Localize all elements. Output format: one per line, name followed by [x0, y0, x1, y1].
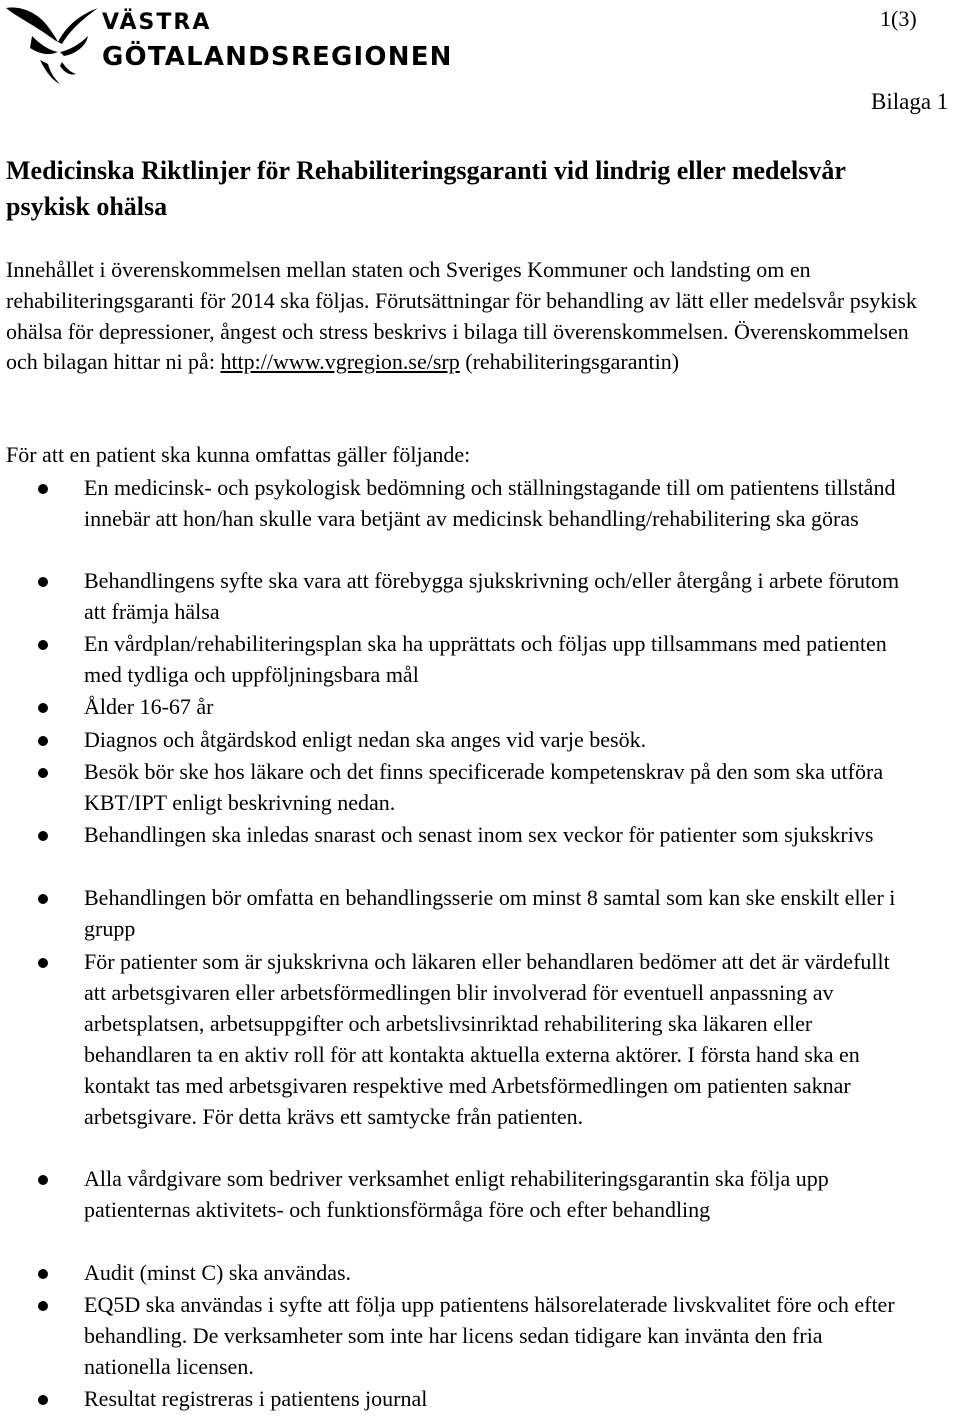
criterion-text: EQ5D ska användas i syfte att följa upp patientens hälsorelaterade livskvalitet före och efter behandling. De verksamheter som inte har licens sedan tidigare kan invänta den fria nationella licensen.: [84, 1292, 895, 1379]
srp-link[interactable]: http://www.vgregion.se/srp: [220, 349, 460, 375]
logo-wordmark-line2: GÖTALANDSREGIONEN: [102, 42, 453, 72]
criterion-text: Behandlingen ska inledas snarast och senast inom sex veckor för patienter som sjukskrivs: [84, 822, 874, 847]
document-title: Medicinska Riktlinjer för Rehabiliteringsgaranti vid lindrig eller medelsvår psykisk ohälsa: [6, 156, 846, 221]
appendix-label: Bilaga 1: [871, 89, 949, 114]
bullet-icon: [38, 1395, 48, 1405]
intro-text: Innehållet i överenskommelsen mellan staten och Sveriges Kommuner och landsting om en rehabiliteringsgaranti för 2014 ska följas. Förutsättningar för behandling av lätt eller medelsvår psykisk ohälsa för depressioner, ångest och stress beskrivs i bilaga till överenskommelsen. Överenskommelsen och bilagan hittar ni på:: [6, 257, 917, 375]
bullet-icon: [38, 894, 48, 904]
intro-suffix: (rehabiliteringsgarantin): [459, 349, 680, 375]
bullet-icon: [38, 768, 48, 778]
bullet-icon: [38, 703, 48, 713]
region-emblem-icon: [4, 2, 100, 86]
criterion-text: Audit (minst C) ska användas.: [84, 1260, 352, 1285]
intro-paragraph: [6, 255, 936, 378]
bullet-icon: [38, 640, 48, 650]
criterion-text: Resultat registreras i patientens journal: [84, 1386, 428, 1411]
logo-wordmark-line1: VÄSTRA: [102, 10, 212, 35]
region-logo: [4, 2, 453, 86]
bullet-icon: [38, 1175, 48, 1185]
criterion-text: Alla vårdgivare som bedriver verksamhet enligt rehabiliteringsgarantin ska följa upp patienternas aktivitets- och funktionsförmåga före och efter behandling: [84, 1166, 829, 1222]
criteria-lead: För att en patient ska kunna omfattas gäller följande:: [6, 442, 471, 467]
criterion-text: En vårdplan/rehabiliteringsplan ska ha upprättats och följas upp tillsammans med patienten med tydliga och uppföljningsbara mål: [84, 631, 887, 687]
criterion-text: Ålder 16-67 år: [84, 694, 214, 719]
bullet-icon: [38, 1269, 48, 1279]
bullet-icon: [38, 484, 48, 494]
criterion-text: Behandlingen bör omfatta en behandlingsserie om minst 8 samtal som kan ske enskilt eller i grupp: [84, 885, 896, 941]
bullet-icon: [38, 577, 48, 587]
bullet-icon: [38, 831, 48, 841]
page-number: 1(3): [880, 6, 917, 31]
criterion-text: För patienter som är sjukskrivna och läkaren eller behandlaren bedömer att det är värdefullt att arbetsgivaren eller arbetsförmedlingen blir involverad för eventuell anpassning av arbetsplatsen, arbetsuppgifter och arbetslivsinriktad rehabilitering ska läkaren eller behandlaren ta en aktiv roll för att kontakta aktuella externa aktörer. I första hand ska en kontakt tas med arbetsgivaren respektive med Arbetsförmedlingen om patienten saknar arbetsgivare. För detta krävs ett samtycke från patienten.: [84, 949, 890, 1129]
criterion-text: Besök bör ske hos läkare och det finns specificerade kompetenskrav på den som ska utföra KBT/IPT enligt beskrivning nedan.: [84, 759, 884, 815]
criterion-text: Diagnos och åtgärdskod enligt nedan ska anges vid varje besök.: [84, 727, 647, 752]
bullet-icon: [38, 736, 48, 746]
bullet-icon: [38, 958, 48, 968]
criterion-text: Behandlingens syfte ska vara att förebygga sjukskrivning och/eller återgång i arbete förutom att främja hälsa: [84, 568, 900, 624]
criterion-text: En medicinsk- och psykologisk bedömning och ställningstagande till om patientens tillstånd innebär att hon/han skulle vara betjänt av medicinsk behandling/rehabilitering ska göras: [84, 475, 896, 531]
bullet-icon: [38, 1301, 48, 1311]
